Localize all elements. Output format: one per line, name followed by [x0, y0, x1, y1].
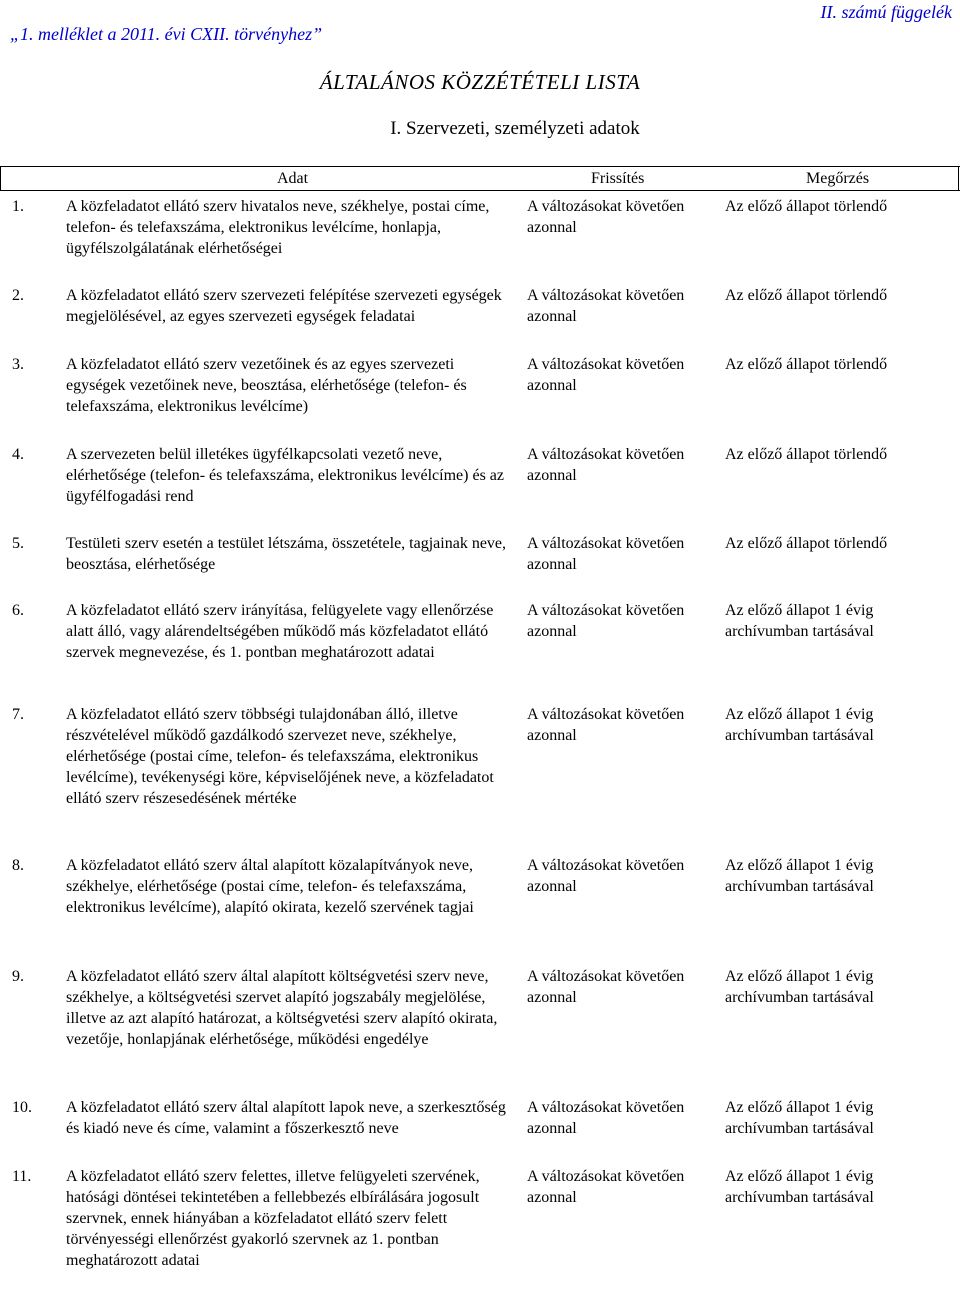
row-description: A közfeladatot ellátó szerv által alapított költségvetési szerv neve, székhelye, a költségvetési szervet alapító jogszabály megjelölése, illetve az azt alapító határozat, a költségvetési szerv alapító okirata, vezetője, honlapjának elérhetősége, működési engedélye: [66, 968, 498, 1048]
row-retention: Az előző állapot törlendő: [725, 535, 888, 552]
row-update: A változásokat követően azonnal: [527, 198, 685, 236]
row-update: A változásokat követően azonnal: [527, 602, 685, 640]
row-number: 6.: [12, 602, 24, 619]
row-description: A szervezeten belül illetékes ügyfélkapcsolati vezető neve, elérhetősége (telefon- és telefaxszáma, elektronikus levélcíme) és az ügyfélfogadási rend: [66, 446, 504, 505]
row-number: 9.: [12, 968, 24, 985]
row-retention: Az előző állapot törlendő: [725, 287, 888, 304]
table-top-rule: [0, 166, 960, 167]
table-right-rule: [958, 166, 959, 191]
row-retention: Az előző állapot 1 évig archívumban tartásával: [725, 968, 874, 1006]
row-retention: Az előző állapot törlendő: [725, 198, 888, 215]
row-update: A változásokat követően azonnal: [527, 287, 685, 325]
column-header-retention: Megőrzés: [806, 170, 870, 187]
table-header-rule: [0, 190, 960, 191]
row-number: 1.: [12, 198, 24, 215]
row-number: 11.: [12, 1168, 32, 1185]
row-update: A változásokat követően azonnal: [527, 857, 685, 895]
row-description: A közfeladatot ellátó szerv többségi tulajdonában álló, illetve részvételével működő gazdálkodó szervezet neve, székhelye, elérhetősége (postai címe, telefon- és telefaxszáma, elektronikus levélcíme), tevékenységi köre, képviselőjének neve, a közfeladatot ellátó szerv részesedésének mértéke: [66, 706, 494, 807]
appendix-label: II. számú függelék: [820, 2, 952, 22]
column-header-data: Adat: [277, 170, 309, 187]
row-description: A közfeladatot ellátó szerv által alapított közalapítványok neve, székhelye, elérhetősége (postai címe, telefon- és telefaxszáma, elektronikus levélcíme), alapító okirata, kezelő szervének tagjai: [66, 857, 474, 916]
row-retention: Az előző állapot törlendő: [725, 356, 888, 373]
row-description: A közfeladatot ellátó szerv által alapított lapok neve, a szerkesztőség és kiadó neve és címe, valamint a főszerkesztő neve: [66, 1099, 506, 1137]
row-description: A közfeladatot ellátó szerv szervezeti felépítése szervezeti egységek megjelölésével, az egyes szervezeti egységek feladatai: [66, 287, 502, 325]
row-update: A változásokat követően azonnal: [527, 706, 685, 744]
table-left-rule: [0, 166, 1, 191]
row-update: A változásokat követően azonnal: [527, 535, 685, 573]
row-retention: Az előző állapot 1 évig archívumban tartásával: [725, 857, 874, 895]
row-update: A változásokat követően azonnal: [527, 1099, 685, 1137]
row-description: A közfeladatot ellátó szerv irányítása, felügyelete vagy ellenőrzése alatt álló, vagy alárendeltségében működő más közfeladatot ellátó szervek megnevezése, és 1. pontban meghatározott adatai: [66, 602, 494, 661]
row-description: A közfeladatot ellátó szerv felettes, illetve felügyeleti szervének, hatósági döntései tekintetében a fellebbezés elbírálására jogosult szervnek, ennek hiányában a közfeladatot ellátó szerv felett törvényességi ellenőrzést gyakorló szervnek az 1. pontban meghatározott adatai: [66, 1168, 480, 1269]
row-retention: Az előző állapot törlendő: [725, 446, 888, 463]
row-description: A közfeladatot ellátó szerv vezetőinek és az egyes szervezeti egységek vezetőinek neve, beosztása, elérhetősége (telefon- és telefaxszáma, elektronikus levélcíme): [66, 356, 467, 415]
row-number: 3.: [12, 356, 24, 373]
row-update: A változásokat követően azonnal: [527, 446, 685, 484]
row-description: A közfeladatot ellátó szerv hivatalos neve, székhelye, postai címe, telefon- és telefaxszáma, elektronikus levélcíme, honlapja, ügyfélszolgálatának elérhetőségei: [66, 198, 490, 257]
row-retention: Az előző állapot 1 évig archívumban tartásával: [725, 1168, 874, 1206]
row-update: A változásokat követően azonnal: [527, 356, 685, 394]
row-retention: Az előző állapot 1 évig archívumban tartásával: [725, 1099, 874, 1137]
section-title: I. Szervezeti, személyzeti adatok: [390, 118, 640, 139]
row-retention: Az előző állapot 1 évig archívumban tartásával: [725, 602, 874, 640]
row-number: 10.: [12, 1099, 32, 1116]
page-title: ÁLTALÁNOS KÖZZÉTÉTELI LISTA: [319, 70, 641, 94]
row-number: 4.: [12, 446, 24, 463]
row-retention: Az előző állapot 1 évig archívumban tartásával: [725, 706, 874, 744]
column-header-update: Frissítés: [591, 170, 645, 187]
row-update: A változásokat követően azonnal: [527, 968, 685, 1006]
row-number: 5.: [12, 535, 24, 552]
law-reference: „1. melléklet a 2011. évi CXII. törvényhez”: [10, 24, 323, 44]
row-update: A változásokat követően azonnal: [527, 1168, 685, 1206]
row-number: 8.: [12, 857, 24, 874]
row-description: Testületi szerv esetén a testület létszáma, összetétele, tagjainak neve, beosztása, elérhetősége: [66, 535, 507, 573]
row-number: 7.: [12, 706, 24, 723]
row-number: 2.: [12, 287, 24, 304]
